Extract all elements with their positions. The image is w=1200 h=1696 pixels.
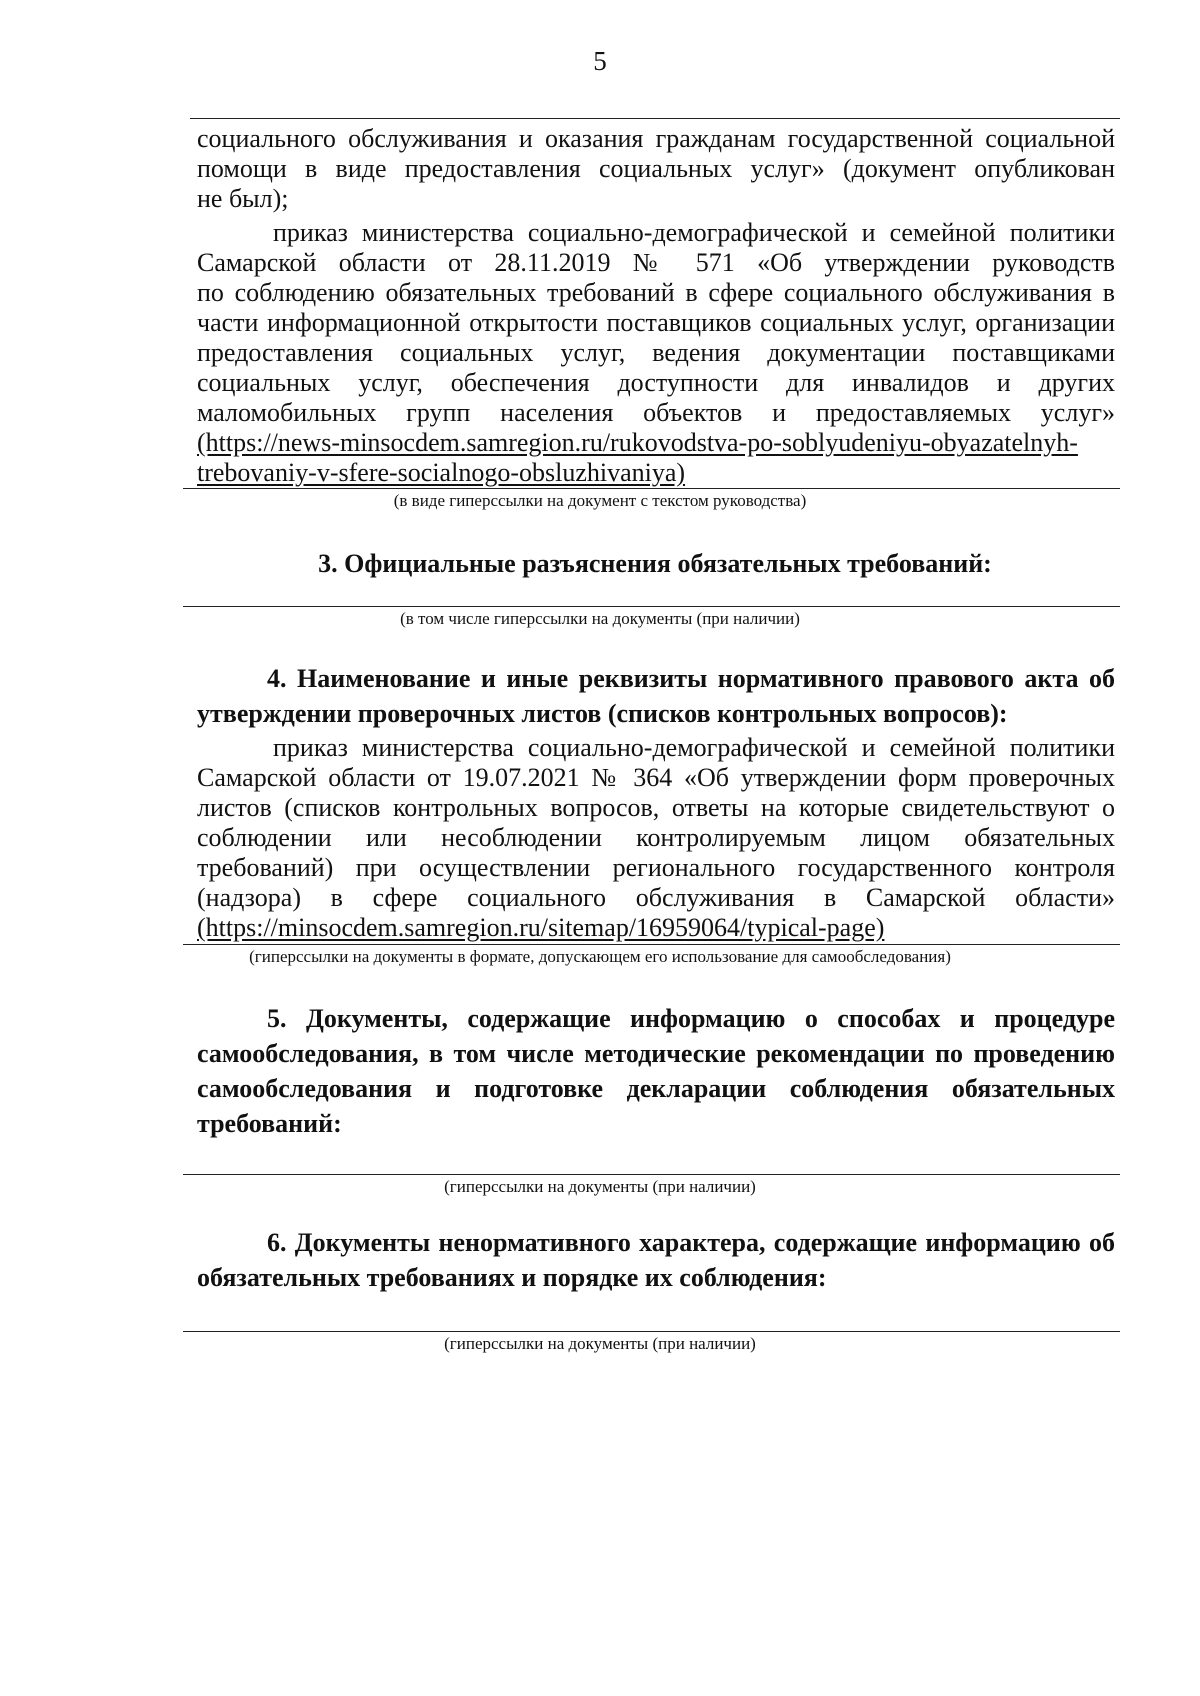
section-4-caption: (гиперссылки на документы в формате, допускающем его использование для самообследования) <box>249 947 951 966</box>
section-3-heading: 3. Официальные разъяснения обязательных требований: <box>318 549 992 578</box>
section-6-heading-line-1: 6. Документы ненормативного характера, содержащие информацию об <box>267 1228 1115 1257</box>
section-5-rule <box>183 1174 1120 1175</box>
section-6-rule <box>183 1331 1120 1332</box>
order-571-rule <box>183 488 1120 489</box>
order-364-line-6: (надзора) в сфере социального обслуживания в Самарской области» <box>197 883 1115 912</box>
top-rule <box>190 118 1120 119</box>
order-571-line-5: предоставления социальных услуг, ведения документации поставщиками <box>197 338 1115 367</box>
continuation-line-3: не был); <box>197 184 289 213</box>
continuation-line-1: социального обслуживания и оказания гражданам государственной социальной <box>197 124 1115 153</box>
section-6-heading-line-2: обязательных требованиях и порядке их соблюдения: <box>197 1263 827 1292</box>
section-4-heading-line-2: утверждении проверочных листов (списков контрольных вопросов): <box>197 699 1008 728</box>
order-571-line-1: приказ министерства социально-демографической и семейной политики <box>273 218 1115 247</box>
order-571-hyperlink-line-1[interactable]: (https://news-minsocdem.samregion.ru/rukovodstva-po-soblyudeniyu-obyazatelnyh- <box>197 428 1078 457</box>
section-5-heading-line-1: 5. Документы, содержащие информацию о способах и процедуре <box>267 1004 1115 1033</box>
section-6-caption: (гиперссылки на документы (при наличии) <box>444 1334 756 1353</box>
order-364-line-5: требований) при осуществлении регионального государственного контроля <box>197 853 1115 882</box>
order-571-line-4: части информационной открытости поставщиков социальных услуг, организации <box>197 308 1115 337</box>
order-571-line-2: Самарской области от 28.11.2019 № 571 «Об утверждении руководств <box>197 248 1115 277</box>
section-3-rule <box>183 606 1120 607</box>
order-364-line-3: листов (списков контрольных вопросов, ответы на которые свидетельствуют о <box>197 793 1115 822</box>
order-364-line-4: соблюдении или несоблюдении контролируемым лицом обязательных <box>197 823 1115 852</box>
order-571-line-6: социальных услуг, обеспечения доступности для инвалидов и других <box>197 368 1115 397</box>
section-5-heading-line-4: требований: <box>197 1109 342 1138</box>
section-5-heading-line-3: самообследования и подготовке декларации соблюдения обязательных <box>197 1074 1115 1103</box>
continuation-line-2: помощи в виде предоставления социальных услуг» (документ опубликован <box>197 154 1115 183</box>
order-571-line-7: маломобильных групп населения объектов и предоставляемых услуг» <box>197 398 1115 427</box>
order-364-line-2: Самарской области от 19.07.2021 № 364 «Об утверждении форм проверочных <box>197 763 1115 792</box>
order-571-caption: (в виде гиперссылки на документ с текстом руководства) <box>393 491 807 510</box>
section-5-caption: (гиперссылки на документы (при наличии) <box>444 1177 756 1196</box>
order-571-hyperlink-line-2[interactable]: trebovaniy-v-sfere-socialnogo-obsluzhivaniya) <box>197 458 686 487</box>
order-364-line-1: приказ министерства социально-демографической и семейной политики <box>273 733 1115 762</box>
section-4-rule <box>183 944 1120 945</box>
section-3-caption: (в том числе гиперссылки на документы (при наличии) <box>400 609 800 628</box>
order-571-line-3: по соблюдению обязательных требований в сфере социального обслуживания в <box>197 278 1115 307</box>
order-364-hyperlink[interactable]: (https://minsocdem.samregion.ru/sitemap/16959064/typical-page) <box>197 913 885 942</box>
section-4-heading-line-1: 4. Наименование и иные реквизиты нормативного правового акта об <box>267 664 1115 693</box>
page-number: 5 <box>593 46 607 76</box>
section-5-heading-line-2: самообследования, в том числе методические рекомендации по проведению <box>197 1039 1115 1068</box>
